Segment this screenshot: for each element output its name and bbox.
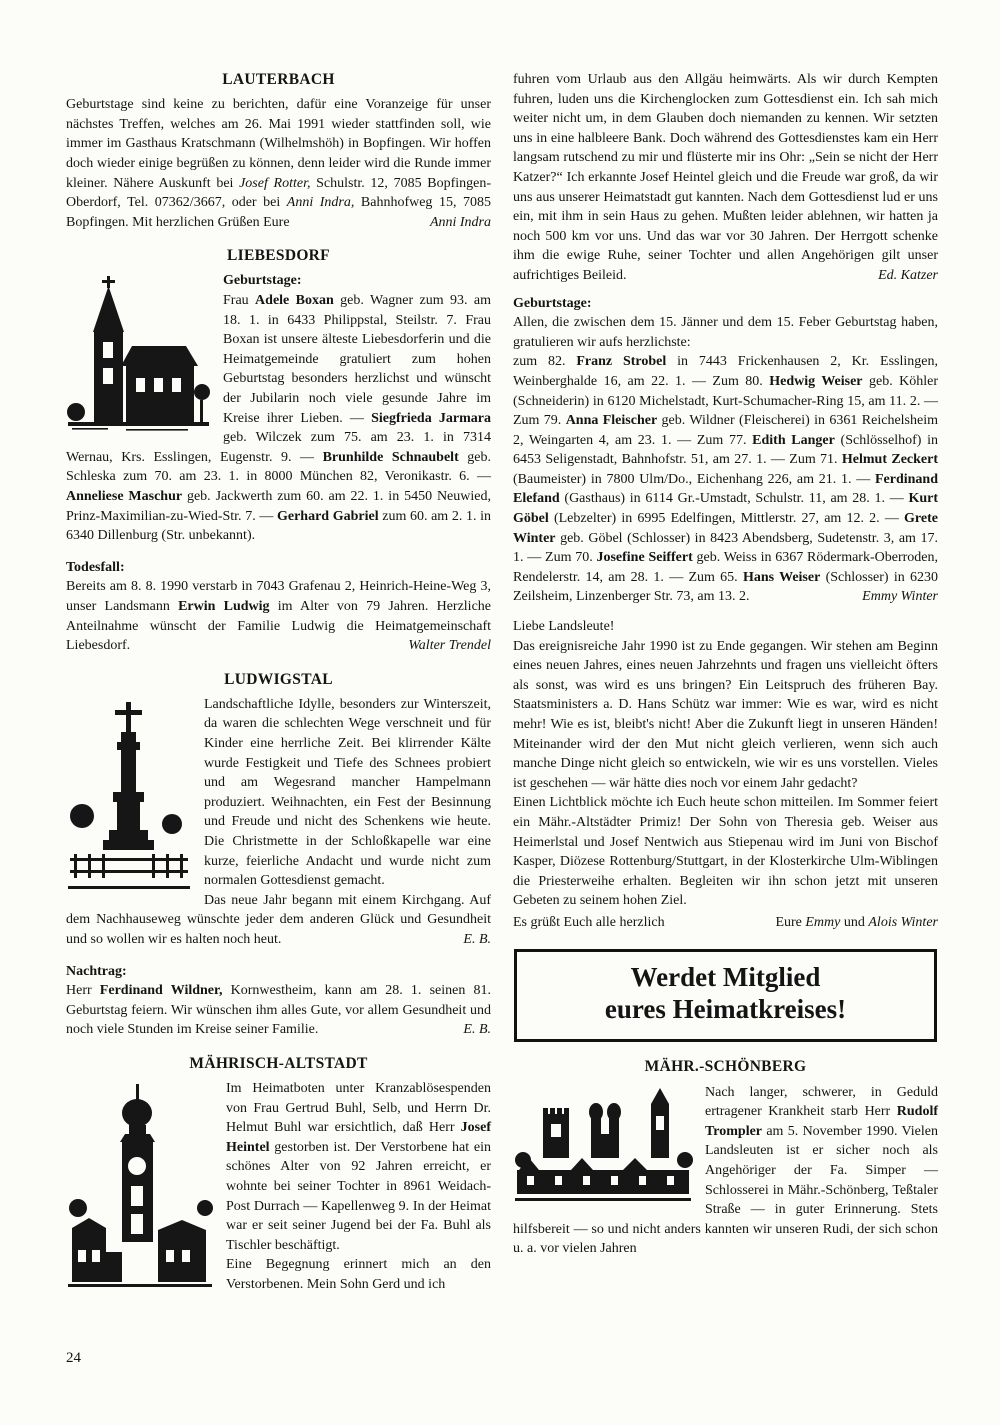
ludwigstal-flow — [66, 695, 491, 950]
ludwigstal-nachtrag-label: Nachtrag: — [66, 963, 127, 979]
liebesdorf-todesfall-body: Bereits am 8. 8. 1990 verstarb in 7043 Grafenau 2, Heinrich-Heine-Weg 3, unser Landsmann Erwin Ludwig im Alter von 79 Jahren. Herzliche Anteilnahme wünscht der Familie Ludwig die Heimatgemeinschaft Liebesdorf. Walter Trendel — [66, 579, 491, 654]
section-geburtstage-right — [513, 294, 938, 608]
section-lauterbach — [66, 70, 491, 232]
section-maehrisch-altstadt — [66, 1054, 491, 1295]
liebesdorf-body: Frau Adele Boxan geb. Wagner zum 93. am 18. 1. in 6433 Philippstal, Steilstr. 7. Frau Boxan ist unsere älteste Liebesdorferin und die Heimatgemeinde gratuliert zum hohen Geburtstag besonders herzlichst und wünscht der Jubilarin noch viele gesunde Jahre im Kreise ihrer Lieben. — Siegfrieda Jarmara geb. Wilczek zum 75. am 23. 1. in 7314 Wernau, Krs. Esslingen, Eugenstr. 9. — Brunhilde Schnaubelt geb. Schleska zum 70. am 23. 1. in 8000 München 82, Veronikastr. 6. — Anneliese Maschur geb. Jackwerth zum 60. am 22. 1. in 5450 Neuwied, Prinz-Maximilian-zu-Wied-Str. 7. — Gerhard Gabriel zum 60. am 2. 1. in 6340 Dillenburg (Str. unbekannt). — [66, 293, 491, 544]
ludwigstal-body-1: Landschaftliche Idylle, besonders zur Winterszeit, da waren die schlechten Wege verschneit und für Kinder eine herrliche Zeit. Bei klirrender Kälte wurde Festigkeit und Tiefe des Schnees probiert und am Wegesrand mancher Hampelmann produziert. Weihnachten, ein Fest der Besinnung und Freude und nicht des Schenkens wie heute. Die Christmette in der Schloßkapelle war eine kurze, feierliche Andacht und wurde nicht zum normalen Gottesdienst gemacht. — [204, 696, 491, 889]
lauterbach-body: Geburtstage sind keine zu berichten, dafür eine Voranzeige für unser nächstes Treffen, welches am 26. Mai 1991 wieder stattfinden soll, wie immer im Gasthaus Kratschmann (Wilhelmshöh) in Bopfingen. Wir hoffen doch wieder einige begrüßen zu können, denn leider wird die Runde immer kleiner. Nähere Auskunft bei Josef Rotter, Schulstr. 12, 7085 Bopfingen-Oberdorf, Tel. 07362/3667, oder bei Anni Indra, Bahnhofweg 15, 7085 Bopfingen. Mit herzlichen Grüßen Eure Anni Indra — [66, 97, 491, 230]
section-title-lauterbach: LAUTERBACH — [222, 71, 335, 88]
liebesdorf-flow — [66, 271, 491, 545]
geburtstage-listing: zum 82. Franz Strobel in 7443 Frickenhausen 2, Kr. Esslingen, Weinberghalde 16, am 22. 1. — Zum 80. Hedwig Weiser geb. Köhler (Schneiderin) in 6120 Michelstadt, Kurt-Schumacher-Ring 15, am 11. 2. — Zum 79. Anna Fleischer geb. Wildner (Fleischerei) in 6361 Reichelsheim 2, Weingarten 4, am 23. 1. — Zum 77. Edith Langer (Schlösselhof) in 6453 Seligenstadt, Bahnhofstr. 51, am 27. 1. — Zum 71. Helmut Zeckert (Baumeister) in 7800 Ulm/Do., Eichenhang 226, am 21. 1. — Ferdinand Elefand (Gasthaus) in 6114 Gr.-Umstadt, Schulstr. 11, am 28. 1. — Kurt Göbel (Lebzelter) in 6995 Edelfingen, Mittlerstr. 27, am 12. 2. — Grete Winter geb. Göbel (Schlosser) in 8423 Abendsberg, Sudetenstr. 3, am 17. 1. — Zum 70. Josefine Seiffert geb. Weiss in 6367 Rödermark-Oberroden, Rendelerstr. 14, am 28. 1. — Zum 65. Hans Weiser (Schlosser) in 6230 Zeilsheim, Linzenberger Str. 73, am 13. 2. Emmy Winter — [513, 354, 939, 605]
membership-appeal-line-1: Werdet Mitglied — [630, 961, 821, 992]
landsleute-salutation: Liebe Landsleute! — [513, 619, 615, 635]
membership-appeal-line-2: eures Heimatkreises! — [604, 994, 847, 1025]
ludwigstal-body-2: Das neue Jahr begann mit einem Kirchgang. Auf dem Nachhauseweg wünschte jeder dem anderen Glück und Gesundheit und so wollen wir es halten noch heut. E. B. — [66, 892, 491, 947]
landsleute-para-1: Das ereignisreiche Jahr 1990 ist zu Ende gegangen. Wir stehen am Beginn eines neuen Jahres, eines neuen Jahrzehnts und fragen uns vielleicht öfters als sonst, was wird es uns bringen? Ein Leitspruch des früheren Bay. Staatsministers a. D. Hans Schütz war immer: Wie es war, wird es nicht mehr! Wie es ist, bleibt's nicht! Aber die Zukunft liegt in unseren Händen! Miteinander wird der den Mut nicht gleich verlieren, wenn sich auch manche Dinge nicht gleich so entwickeln, wie wir es uns vorstellen. Vieles ist geschehen — wär hätte dies noch vor einem Jahr gedacht? — [513, 638, 938, 791]
right-column — [513, 70, 938, 1296]
section-ludwigstal — [66, 670, 491, 1040]
maehrisch-altstadt-body-1: Im Heimatboten unter Kranzablösespenden von Frau Gertrud Buhl, Selb, und Herrn Dr. Helmut Buhl war ersichtlich, daß Herr Josef Heintel gestorben ist. Der Verstorbene hat ein schönes Alter von 92 Jahren erreicht, er wohnte bei seiner Tochter in 8961 Weidach-Post Durrach — Kapellenweg 9. In der Heimat war er seit seiner Jugend bei der Fa. Buhl als Tischler beschäftigt. — [226, 1081, 491, 1253]
town-panorama-woodcut-illustration — [513, 1086, 693, 1206]
section-title-maehr-schoenberg: MÄHR.-SCHÖNBERG — [644, 1058, 807, 1076]
monument-woodcut-illustration — [66, 698, 192, 896]
page-number: 24 — [66, 1350, 81, 1366]
left-column — [66, 70, 491, 1296]
section-title-liebesdorf: LIEBESDORF — [227, 247, 330, 265]
ludwigstal-nachtrag-body: Herr Ferdinand Wildner, Kornwestheim, kann am 28. 1. seinen 81. Geburtstag feiern. Wir wünschen ihm alles Gute, vor allem Gesundheit und noch viele Stunden im Kreise seiner Familie. E. B. — [66, 983, 491, 1038]
geburtstage-label: Geburtstage: — [513, 295, 592, 311]
geburtstage-intro: Allen, die zwischen dem 15. Jänner und dem 15. Feber Geburtstag haben, gratulieren wir aufs herzlichste: — [513, 315, 938, 350]
section-landsleute — [513, 617, 938, 933]
church-woodcut-illustration — [66, 274, 211, 432]
newsletter-columns — [66, 70, 938, 1296]
maehrisch-altstadt-body-2: Eine Begegnung erinnert mich an den Verstorbenen. Mein Sohn Gerd und ich — [226, 1257, 491, 1293]
closing-greeting: Es grüßt Euch alle herzlich — [513, 914, 665, 930]
liebesdorf-todesfall-label: Todesfall: — [66, 559, 125, 575]
section-maehr-schoenberg — [513, 1057, 938, 1258]
maehr-schoenberg-body: Nach langer, schwerer, in Geduld ertragener Krankheit starb Herr Rudolf Trompler am 5. November 1990. Vielen Landsleuten ist er sicher noch als Angehöriger der Fa. Simper — Schlosserei in Mähr.-Schönberg, Teßtaler Straße — in guter Erinnerung. Stets hilfsbereit — so und nicht anders kannten wir unseren Rudi, der sich schon u. a. vor vielen Jahren — [513, 1084, 938, 1257]
section-title-maehrisch-altstadt: MÄHRISCH-ALTSTADT — [189, 1054, 368, 1072]
membership-appeal-box — [514, 949, 937, 1043]
landsleute-closing — [513, 913, 938, 933]
section-katzer-story — [513, 70, 938, 286]
section-liebesdorf — [66, 246, 491, 655]
katzer-story-body: fuhren vom Urlaub aus den Allgäu heimwärts. Als wir durch Kempten fuhren, luden uns die Kirchenglocken zum Gottesdienst ein. Ich sah mich weiter nicht um, in dem Glauben doch niemanden zu kennen. Wir setzten uns in eine halbleere Bank. Doch während des Gottesdienstes kam ein Herr langsam rutschend zu mir und flüsterte mir ins Ohr: „Sein se nicht der Herr Katzer?“ Ich erkannte Josef Heintel gleich und die Freude war groß, da wir uns aus unserer Heimatstadt gut kannten. Nach dem Gottesdienst lud er uns ein, mit ihm in sein Haus zu gehen. Mußten leider ablehnen, wir hatten ja noch 500 km vor uns. Und das war vor 30 Jahren. Der Herrgott schenke ihm die ewige Ruhe, seiner Tochter und allen Angehörigen gilt unser aufrichtiges Beileid. Ed. Katzer — [513, 72, 938, 283]
town-church-woodcut-illustration — [66, 1082, 214, 1292]
landsleute-para-2: Einen Lichtblick möchte ich Euch heute schon mitteilen. Im Sommer feiert ein Mähr.-Altstädter Primiz! Der Sohn von Theresia geb. Weiser aus Heimerlstal und Josef Nentwich aus Stiepenau wird im Juni von Bischof Kasper, Diözese Rottenburg/Stuttgart, in der Klosterkirche Ulm-Wiblingen die Priesterweihe erhalten. Begleiten wir ihn schon jetzt mit unseren Gebeten zu seinem hohen Ziel. — [513, 795, 938, 909]
closing-signature: Eure Emmy und Alois Winter — [775, 914, 938, 930]
liebesdorf-geburtstage-label: Geburtstage: — [223, 273, 302, 289]
maehr-schoenberg-flow — [513, 1083, 938, 1259]
maehrisch-altstadt-flow — [66, 1079, 491, 1295]
section-title-ludwigstal: LUDWIGSTAL — [224, 670, 333, 688]
